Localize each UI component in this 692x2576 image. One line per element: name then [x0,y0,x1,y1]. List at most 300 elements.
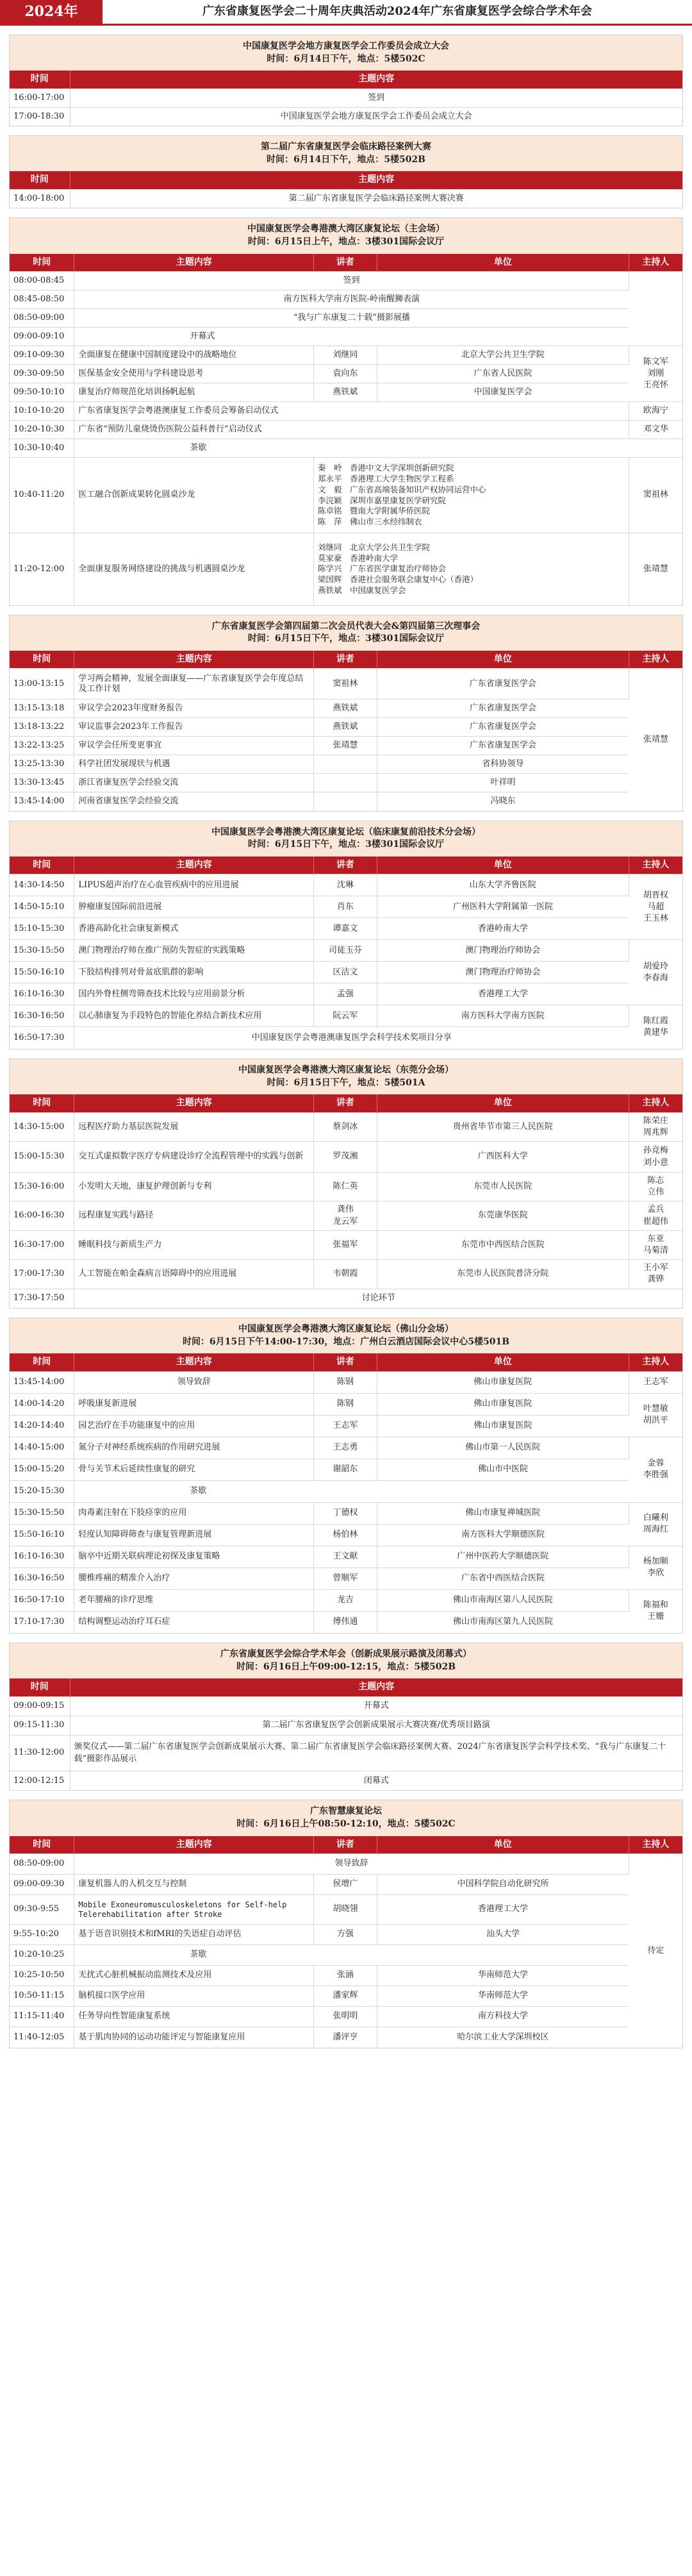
table-row [10,774,682,792]
schedule-table [10,1678,682,1790]
section-clinical-frontier [9,821,683,1050]
row-topic: 轻度认知障碍筛查与康复管理新进展 [74,1524,314,1546]
row-host: 王小军 龚铧 [629,1260,682,1289]
row-unit: 香港理工大学 [377,983,629,1005]
schedule-table [10,171,682,208]
row-speaker: 燕铁斌 [314,383,377,402]
table-row [10,1611,682,1633]
col-topic: 主题内容 [74,651,314,669]
col-host: 主持人 [629,254,682,272]
row-topic: 医保基金安全使用与学科建设思考 [74,365,314,383]
section-info: 时间：6月15日下午，地点：3楼301国际会议厅 [247,633,445,644]
col-time: 时间 [10,1678,70,1696]
row-topic: 无扰式心脏机械振动监测技术及应用 [74,1966,314,1986]
row-host: 窦祖林 [629,458,682,533]
row-unit: 香港岭南大学 [377,918,629,940]
col-topic: 主题内容 [74,254,314,272]
table-row [10,1260,682,1289]
row-time: 17:00-17:30 [10,1260,74,1289]
table-row [10,346,682,365]
row-topic: 领导致辞 [74,1371,314,1393]
row-speaker: 谭嘉文 [314,918,377,940]
col-host: 主持人 [629,651,682,669]
row-speaker: 孟强 [314,983,377,1005]
row-time: 11:40-12:05 [10,2027,74,2048]
col-topic: 主题内容 [74,857,314,874]
section-closing [9,1643,683,1791]
table-row [10,1945,682,1966]
table-row [10,1895,682,1925]
col-time: 时间 [10,651,74,669]
row-time: 16:10-16:30 [10,1546,74,1568]
row-topic: “我与广东康复二十载”摄影展播 [74,309,629,328]
table-row [10,1589,682,1611]
row-unit: 中国康复医学会 [377,383,629,402]
row-topic: 茶歇 [74,1945,629,1966]
section-header [10,1059,682,1094]
section-clinical-path [9,135,683,208]
row-speaker: 潘家辉 [314,1986,377,2007]
col-unit: 单位 [377,651,629,669]
table-row [10,896,682,918]
row-host: 孙竞梅 刘小意 [629,1142,682,1173]
row-topic: 全面康复服务网络建设的挑战与机遇圆桌沙龙 [74,533,314,605]
row-unit: 广东省康复医学会 [377,699,629,718]
row-speaker: 袁向东 [314,365,377,383]
row-host: 杨加顺 李欣 [629,1546,682,1589]
section-title: 广东省康复医学会第四届第二次会员代表大会&第四届第三次理事会 [211,621,481,631]
section-title: 中国康复医学会粤港澳大湾区康复论坛（临床康复前沿技术分会场） [211,826,481,837]
col-host: 主持人 [629,1353,682,1371]
section-title: 中国康复医学会粤港澳大湾区康复论坛（佛山分会场） [238,1324,454,1334]
row-topic: 香港高龄化社会康复新模式 [74,918,314,940]
row-topic: 远程医疗助力基层医院发展 [74,1112,314,1141]
row-time: 13:45-14:00 [10,1371,74,1393]
row-time: 15:10-15:30 [10,918,74,940]
col-topic: 主题内容 [70,1678,682,1696]
col-time: 时间 [10,1836,74,1854]
row-topic: 脑机接口医学应用 [74,1986,314,2007]
table-row [10,1393,682,1415]
row-host: 叶慧敏 胡洪平 [629,1393,682,1437]
row-speaker: 张福军 [314,1230,377,1259]
row-topic: 腰椎疼痛的精准介入治疗 [74,1568,314,1589]
section-title: 广东智慧康复论坛 [310,1806,382,1817]
row-time: 10:50-11:15 [10,1986,74,2007]
row-time: 14:50-15:10 [10,896,74,918]
table-row [10,328,682,346]
section-title: 第二届广东省康复医学会临床路径案例大赛 [261,142,431,153]
table-row [10,107,682,126]
row-time: 17:30-17:50 [10,1289,74,1308]
table-row [10,1005,682,1027]
row-unit: 南方科技大学 [377,2007,629,2027]
row-unit: 佛山市康复禅城医院 [377,1502,629,1524]
table-row [10,1173,682,1201]
row-time: 13:18-13:22 [10,718,74,737]
table-row [10,365,682,383]
section-info: 时间：6月14日下午，地点：5楼502B [266,154,426,165]
row-speaker: 侯增广 [314,1875,377,1895]
schedule-table [10,1094,682,1308]
row-topic: 睡眠科技与新质生产力 [74,1230,314,1259]
section-title: 中国康复医学会粤港澳大湾区康复论坛（东莞分会场） [238,1064,454,1075]
row-topic: 中国康复医学会地方康复医学会工作委员会成立大会 [70,107,682,126]
row-unit: 佛山市中医院 [377,1459,629,1480]
row-unit: 冯晓东 [377,792,629,811]
row-topic: 康复机器人的人机交互与控制 [74,1875,314,1895]
col-speaker: 讲者 [314,254,377,272]
table-row [10,1875,682,1895]
row-time: 08:45-08:50 [10,290,74,309]
col-speaker: 讲者 [314,1353,377,1371]
row-speaker: 司徒玉芬 [314,940,377,962]
row-topic: 审议学会任所变更事宜 [74,737,314,755]
table-row [10,1289,682,1308]
col-unit: 单位 [377,254,629,272]
row-host: 陈福和 王姗 [629,1589,682,1633]
section-info: 时间：6月15日上午，地点：3楼301国际会议厅 [247,236,445,247]
table-row [10,290,682,309]
row-time: 16:30-16:50 [10,1005,74,1027]
section-foshan [9,1317,683,1634]
row-unit: 贵州省毕节市第三人民医院 [377,1112,629,1141]
row-topic: 脑卒中近期关联病理论初探及康复策略 [74,1546,314,1568]
row-speaker: 韦朝霞 [314,1260,377,1289]
section-info: 时间：6月15日下午，地点：3楼301国际会议厅 [247,839,445,850]
row-topic: 第二届广东省康复医学会创新成果展示大赛决赛/优秀项目路演 [70,1716,682,1735]
section-header [10,1643,682,1678]
row-unit: 广西医科大学 [377,1142,629,1173]
row-time: 15:50-16:10 [10,962,74,983]
row-topic: 审议监事会2023年工作报告 [74,718,314,737]
row-topic: 茶歇 [74,439,682,458]
col-topic: 主题内容 [74,1836,314,1854]
row-speaker: 区洁文 [314,962,377,983]
row-unit: 中国科学院自动化研究所 [377,1875,629,1895]
row-time: 10:25-10:50 [10,1966,74,1986]
table-row [10,1546,682,1568]
row-topic: 肿瘤康复国际前沿进展 [74,896,314,918]
row-unit: 哈尔滨工业大学深圳校区 [377,2027,629,2048]
row-time: 16:10-16:30 [10,983,74,1005]
row-unit: 佛山市康复医院 [377,1371,629,1393]
section-dongguan [9,1058,683,1309]
section-header [10,1800,682,1836]
col-time: 时间 [10,1094,74,1112]
row-topic: 交互式虚拟数字医疗专病建设诊疗全流程管理中的实践与创新 [74,1142,314,1173]
row-speaker: 窦祖林 [314,669,377,699]
row-time: 11:20-12:00 [10,533,74,605]
row-host: 陈红霞 黄建华 [629,1005,682,1049]
section-title: 中国康复医学会地方康复医学会工作委员会成立大会 [243,41,449,51]
row-topic: 肉毒素注射在下肢痉挛的应用 [74,1502,314,1524]
table-row [10,88,682,107]
row-time: 09:50-10:10 [10,383,74,402]
row-host: 张靖慧 [629,669,682,811]
table-row [10,792,682,811]
section-work-committee [9,35,683,126]
row-topic: 人工智能在帕金森病言语障碍中的应用进展 [74,1260,314,1289]
row-time: 08:50-09:00 [10,309,74,328]
table-row [10,458,682,533]
row-time: 14:00-18:00 [10,189,70,208]
table-row [10,1771,682,1790]
section-smart-rehab [9,1800,683,2048]
row-unit: 东莞市人民医院 [377,1173,629,1201]
row-speaker: 燕铁斌 [314,718,377,737]
row-topic: 小发明大天地，康复护理创新与专利 [74,1173,314,1201]
table-row [10,1112,682,1141]
table-row [10,1502,682,1524]
row-topic: 开幕式 [74,328,629,346]
col-topic: 主题内容 [74,1353,314,1371]
row-time: 17:00-18:30 [10,107,70,126]
section-header [10,1318,682,1353]
row-time: 14:30-14:50 [10,874,74,896]
row-speaker-empty [314,755,377,774]
table-row [10,1986,682,2007]
col-host: 主持人 [629,1836,682,1854]
row-unit: 广东省康复医学会 [377,737,629,755]
row-time: 13:30-13:45 [10,774,74,792]
row-speaker: 龙吉 [314,1589,377,1611]
col-host: 主持人 [629,857,682,874]
row-unit: 省科协领导 [377,755,629,774]
row-time: 14:40-15:00 [10,1437,74,1459]
row-unit: 广东省康复医学会 [377,669,629,699]
row-time: 11:15-11:40 [10,2007,74,2027]
row-topic: 澳门物理治疗师在推广预防失智症的实践策略 [74,940,314,962]
row-topic: 结构调整运动治疗耳石症 [74,1611,314,1633]
row-speaker: 蔡剑冰 [314,1112,377,1141]
row-speaker: 龚伟 龙云军 [314,1201,377,1230]
row-topic: 任务导向性智能康复系统 [74,2007,314,2027]
row-time: 15:30-16:00 [10,1173,74,1201]
col-topic: 主题内容 [70,71,682,88]
row-time: 14:30-15:00 [10,1112,74,1141]
row-topic: 下肢结构排列对骨盆底肌群的影响 [74,962,314,983]
row-time: 11:30-12:00 [10,1735,70,1771]
page-title: 广东省康复医学会二十周年庆典活动2024年广东省康复医学会综合学术年会 [202,4,593,19]
row-topic: 第二届广东省康复医学会临床路径案例大赛决赛 [70,189,682,208]
col-time: 时间 [10,71,70,88]
row-topic: 氮分子对神经系统疾病的作用研究进展 [74,1437,314,1459]
schedule-table [10,857,682,1049]
row-unit: 广州中医药大学顺德医院 [377,1546,629,1568]
table-row [10,1480,682,1502]
table-row [10,1459,682,1480]
row-topic: Mobile Exoneuromusculoskeletons for Self-help Telerehabilitation after Stroke [74,1895,314,1925]
table-row [10,718,682,737]
row-unit: 叶祥明 [377,774,629,792]
row-topic: 南方医科大学南方医院-岭南醒狮表演 [74,290,629,309]
section-info: 时间：6月14日下午，地点：5楼502C [267,53,425,64]
row-topic: 中国康复医学会粤港澳康复医学会科学技术奖项目分享 [74,1027,629,1049]
table-row [10,940,682,962]
section-info: 时间：6月15日下午14:00-17:30，地点：广州白云酒店国际会议中心5楼501B [182,1336,510,1347]
row-unit: 佛山市康复医院 [377,1393,629,1415]
row-time: 13:00-13:15 [10,669,74,699]
row-time: 08:50-09:00 [10,1854,74,1875]
row-time: 09:00-09:15 [10,1696,70,1716]
row-unit: 香港理工大学 [377,1895,629,1925]
table-row [10,1371,682,1393]
row-topic: 河南省康复医学会经验交流 [74,792,314,811]
row-topic: 骨与关节术后延续性康复的研究 [74,1459,314,1480]
row-speaker: 丁德权 [314,1502,377,1524]
row-host-empty [629,272,682,346]
table-row [10,1524,682,1546]
col-time: 时间 [10,857,74,874]
row-speaker: 陈钢 [314,1393,377,1415]
row-time: 13:22-13:25 [10,737,74,755]
row-host: 张靖慧 [629,533,682,605]
row-speaker: 阮云军 [314,1005,377,1027]
table-row [10,272,682,290]
table-row [10,1230,682,1259]
row-speaker: 燕铁斌 [314,699,377,718]
row-time: 13:45-14:00 [10,792,74,811]
row-time: 15:00-15:20 [10,1459,74,1480]
row-topic: 基于语音识别技术和fMRI的失语症自动评估 [74,1925,314,1945]
row-unit: 东莞康华医院 [377,1201,629,1230]
row-panel: 秦 岭 香港中文大学深圳创新研究院 郑永平 香港理工大学生物医学工程系 文 毅 广东省高端装备知识产权协同运营中心 李浣颖 深圳市嘉里康复医学研究院 陈卓铭 暨南大学附属华侨医院 陈 萍 佛山市三水经纬制衣 [314,458,629,533]
row-time: 08:00-08:45 [10,272,74,290]
table-row [10,699,682,718]
row-speaker: 陈钢 [314,1371,377,1393]
row-topic: 领导致辞 [74,1854,629,1875]
row-time: 16:50-17:30 [10,1027,74,1049]
col-speaker: 讲者 [314,651,377,669]
row-time: 15:30-15:50 [10,940,74,962]
year-badge: 2024年 [0,0,103,24]
row-topic: 学习两会精神，发展全面康复——广东省康复医学会年度总结及工作计划 [74,669,314,699]
row-speaker: 张靖慧 [314,737,377,755]
row-topic: 讨论环节 [74,1289,682,1308]
table-row [10,309,682,328]
table-row [10,1854,682,1875]
col-time: 时间 [10,1353,74,1371]
table-row [10,874,682,896]
table-row [10,2027,682,2048]
row-unit: 澳门物理治疗师协会 [377,962,629,983]
schedule-table [10,1836,682,2048]
section-header [10,615,682,651]
row-time: 10:20-10:30 [10,421,74,439]
row-topic: LIPUS超声治疗在心血管疾病中的应用进展 [74,874,314,896]
table-row [10,383,682,402]
row-speaker: 潘评亨 [314,2027,377,2048]
table-row [10,2007,682,2027]
table-row [10,1925,682,1945]
table-row [10,1966,682,1986]
row-speaker: 方强 [314,1925,377,1945]
row-time: 15:20-15:30 [10,1480,74,1502]
row-topic: 科学社团发展现状与机遇 [74,755,314,774]
row-time: 14:20-14:40 [10,1415,74,1437]
row-unit: 南方医科大学南方医院 [377,1005,629,1027]
section-header [10,35,682,71]
row-topic: 审议学会2023年度财务报告 [74,699,314,718]
section-title: 广东省康复医学会综合学术年会（创新成果展示路演及闭幕式） [220,1649,472,1660]
row-topic: 呼吸康复新进展 [74,1393,314,1415]
section-info: 时间：6月15日下午，地点：5楼501A [267,1077,425,1088]
table-row [10,669,682,699]
row-unit: 东莞市中西医结合医院 [377,1230,629,1259]
table-row [10,1142,682,1173]
table-row [10,1415,682,1437]
row-speaker: 胡晓翎 [314,1895,377,1925]
row-host: 欧海宁 [629,402,682,421]
section-header [10,136,682,171]
row-topic: 茶歇 [74,1480,629,1502]
row-time: 09:30-09:50 [10,365,74,383]
table-row [10,1735,682,1771]
row-unit: 佛山市南海区第八人民医院 [377,1589,629,1611]
row-host: 胡晋权 马超 王玉林 [629,874,682,940]
row-unit: 北京大学公共卫生学院 [377,346,629,365]
row-unit: 广东省中西医结合医院 [377,1568,629,1589]
col-speaker: 讲者 [314,1094,377,1112]
row-speaker: 沈琳 [314,874,377,896]
row-time: 14:00-14:20 [10,1393,74,1415]
row-time: 12:00-12:15 [10,1771,70,1790]
row-unit: 东莞市人民医院普济分院 [377,1260,629,1289]
row-unit: 华南师范大学 [377,1986,629,2007]
section-member-congress [9,615,683,812]
row-speaker: 肖东 [314,896,377,918]
row-unit: 澳门物理治疗师协会 [377,940,629,962]
table-row [10,533,682,605]
row-speaker: 张明明 [314,2007,377,2027]
row-time: 16:30-16:50 [10,1568,74,1589]
row-topic: 老年腰痛的诊疗思维 [74,1589,314,1611]
row-time: 15:00-15:30 [10,1142,74,1173]
schedule-table [10,71,682,126]
row-host: 陈志 立伟 [629,1173,682,1201]
row-time: 09:30-9:55 [10,1895,74,1925]
row-speaker: 陈仁英 [314,1173,377,1201]
row-time: 10:10-10:20 [10,402,74,421]
row-host: 待定 [629,1854,682,2048]
row-topic: 签到 [70,88,682,107]
row-unit: 佛山市康复医院 [377,1415,629,1437]
table-row [10,1437,682,1459]
row-unit: 汕头大学 [377,1925,629,1945]
row-unit: 广州医科大学附属第一医院 [377,896,629,918]
row-topic: 签到 [74,272,629,290]
row-topic: 远程康复实践与路径 [74,1201,314,1230]
row-unit: 山东大学齐鲁医院 [377,874,629,896]
table-row [10,1568,682,1589]
row-topic: 广东省康复医学会粤港澳康复工作委员会筹备启动仪式 [74,402,629,421]
row-speaker: 王志勇 [314,1437,377,1459]
row-topic: 广东省“预防儿童烧烫伤医院公益科普行”启动仪式 [74,421,629,439]
section-main-forum [9,217,683,605]
col-host: 主持人 [629,1094,682,1112]
row-host: 陈荣庄 周兆辉 [629,1112,682,1141]
table-row [10,1716,682,1735]
row-speaker: 张涵 [314,1966,377,1986]
row-time: 10:40-11:20 [10,458,74,533]
row-speaker: 谢韶东 [314,1459,377,1480]
table-row [10,1027,682,1049]
row-time: 16:00-17:00 [10,88,70,107]
schedule-table [10,1353,682,1633]
row-topic: 园艺治疗在手功能康复中的应用 [74,1415,314,1437]
row-time: 16:30-17:00 [10,1230,74,1259]
